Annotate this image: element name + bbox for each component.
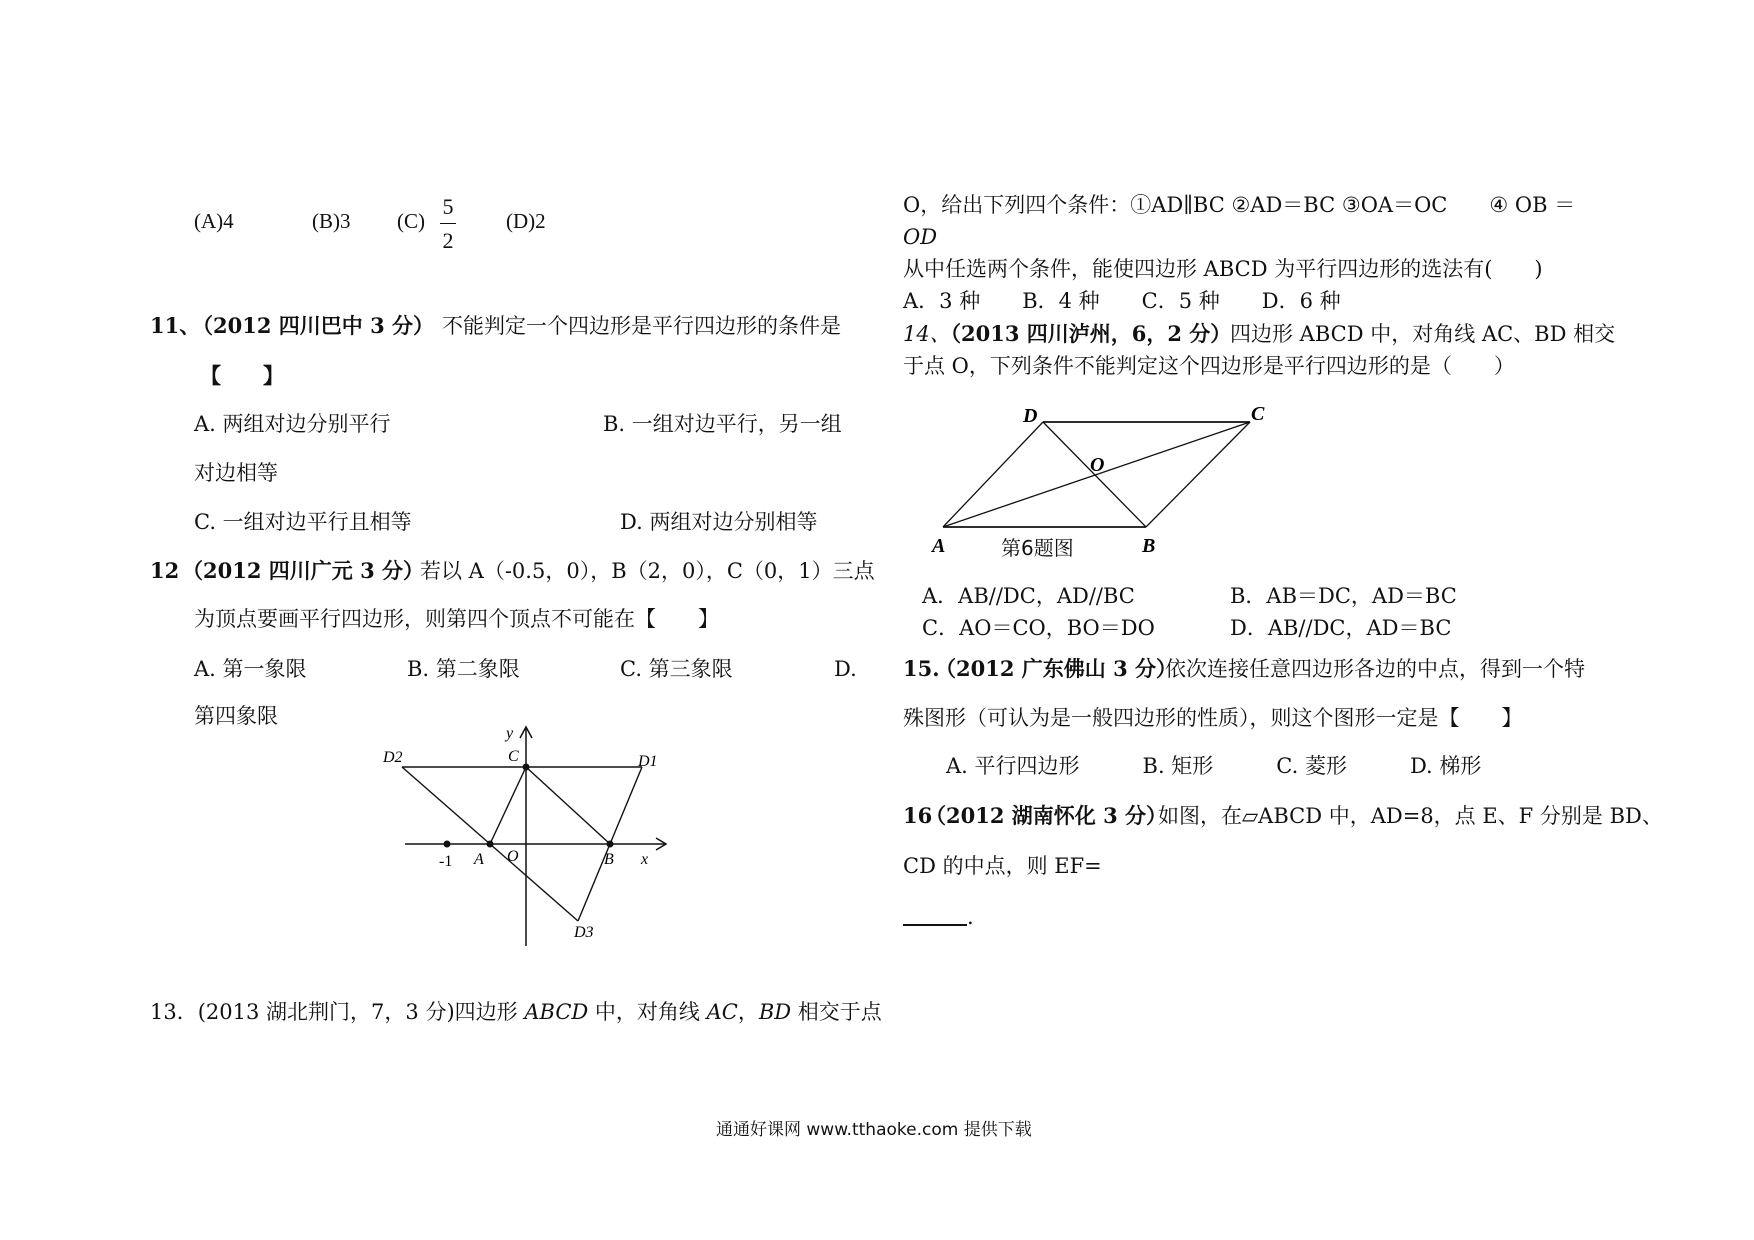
- q10-option-c: (C): [397, 209, 425, 233]
- q12-option-d: D.: [834, 657, 857, 681]
- q14-number: 14、: [903, 322, 951, 346]
- q13-source: (2013 湖北荆门，7，3 分): [197, 1000, 455, 1024]
- label-c: C: [508, 748, 519, 765]
- label-d: D: [1023, 405, 1038, 427]
- q15-stem-line2: 殊图形（可认为是一般四边形的性质），则这个图形一定是【 】: [903, 706, 1523, 730]
- q10-option-c-denominator: 2: [442, 228, 454, 253]
- q13-ac: AC: [706, 1000, 738, 1024]
- q13-cont-line3: 从中任选两个条件，能使四边形 ABCD 为平行四边形的选法有( ): [903, 257, 1543, 281]
- q14-stem-line1: 四边形 ABCD 中，对角线 AC、BD 相交: [1230, 322, 1616, 346]
- q14-option-c: C．AO＝CO，BO＝DO: [922, 616, 1155, 640]
- q14-stem-line2: 于点 O，下列条件不能判定这个四边形是平行四边形的是（ ）: [903, 354, 1515, 378]
- q11-option-b: B. 一组对边平行，另一组: [603, 412, 842, 436]
- q13-bd: BD: [758, 1000, 792, 1024]
- q10-option-b: (B)3: [312, 209, 351, 233]
- label-d1: D1: [638, 753, 658, 770]
- q11-option-a: A. 两组对边分别平行: [194, 412, 391, 436]
- q14-option-a: A．AB//DC，AD//BC: [922, 584, 1135, 608]
- label-d2: D2: [383, 749, 403, 766]
- q12-option-d-cont: 第四象限: [194, 704, 278, 728]
- label-a: A: [932, 535, 946, 557]
- label-a: A: [474, 851, 484, 868]
- q11-stem: 不能判定一个四边形是平行四边形的条件是: [442, 314, 841, 338]
- q12-number: 12: [150, 558, 180, 583]
- q13-cont-line2: OD: [903, 225, 938, 249]
- label-neg1: -1: [439, 853, 453, 870]
- q15-source: （2012 广东佛山 3 分）: [935, 656, 1177, 681]
- label-x: x: [641, 851, 649, 868]
- q11-source: （2012 四川巴中 3 分）: [192, 313, 434, 338]
- q12-option-a: A. 第一象限: [194, 657, 307, 681]
- q13-cont-line1: O，给出下列四个条件：①AD∥BC ②AD＝BC ③OA＝OC ④ OB ＝: [903, 193, 1576, 217]
- q14-option-b: B．AB＝DC，AD＝BC: [1230, 584, 1457, 608]
- q14-figure-caption: 第6题图: [1001, 536, 1074, 560]
- q16-answer-blank[interactable]: [903, 924, 967, 926]
- side-bc: [1146, 422, 1250, 527]
- q12-option-c: C. 第三象限: [620, 657, 733, 681]
- q11-option-d: D. 两组对边分别相等: [620, 510, 818, 534]
- q11-number: 11、: [150, 313, 201, 338]
- q12-source: （2012 四川广元 3 分）: [182, 558, 424, 583]
- q16-end-period: .: [967, 905, 974, 929]
- q13-abcd: ABCD: [524, 1000, 589, 1024]
- q14-option-d: D．AB//DC，AD＝BC: [1230, 616, 1452, 640]
- label-o: O: [507, 848, 519, 865]
- q13-stem-post: 相交于点: [791, 1000, 882, 1024]
- q12-stem-line2: 为顶点要画平行四边形，则第四个顶点不可能在【 】: [194, 607, 719, 631]
- q13-options: A．3 种 B．4 种 C．5 种 D．6 种: [903, 289, 1341, 313]
- side-ad: [943, 422, 1043, 527]
- q16-stem-line1: 如图，在▱ABCD 中，AD=8，点 E、F 分别是 BD、: [1158, 804, 1663, 828]
- q16-number: 16: [903, 803, 933, 828]
- label-b: B: [1142, 535, 1156, 557]
- q11-answer-bracket: 【 】: [200, 363, 284, 388]
- label-c: C: [1251, 403, 1265, 425]
- page-footer: 通通好课网 www.tthaoke.com 提供下载: [716, 1120, 1032, 1140]
- q16-stem-line2: CD 的中点，则 EF=: [903, 854, 1102, 878]
- q13-number: 13．: [150, 1000, 198, 1024]
- label-y: y: [506, 725, 514, 742]
- q15-number: 15.: [903, 656, 940, 681]
- q11-option-b-cont: 对边相等: [194, 461, 278, 485]
- label-b: B: [604, 851, 614, 868]
- q13-sep: ，: [737, 1000, 759, 1024]
- q12-stem-line1: 若以 A（-0.5，0），B（2，0），C（0，1）三点: [420, 559, 875, 583]
- q15-options: A. 平行四边形 B. 矩形 C. 菱形 D. 梯形: [946, 754, 1482, 778]
- q10-option-a: (A)4: [194, 209, 234, 233]
- q16-source: （2012 湖南怀化 3 分）: [925, 803, 1167, 828]
- q10-option-d: (D)2: [506, 209, 546, 233]
- q15-stem-line1: 依次连接任意四边形各边的中点，得到一个特: [1165, 657, 1585, 681]
- q13-stem-mid: 中，对角线: [588, 1000, 707, 1024]
- q12-option-b: B. 第二象限: [407, 657, 520, 681]
- q13-stem-pre: 四边形: [454, 1000, 525, 1024]
- label-d3: D3: [574, 924, 594, 941]
- q10-option-c-numerator: 5: [442, 194, 454, 219]
- q11-option-c: C. 一组对边平行且相等: [194, 510, 412, 534]
- q14-source: （2013 四川泸州，6，2 分）: [940, 321, 1232, 346]
- label-o: O: [1090, 454, 1105, 476]
